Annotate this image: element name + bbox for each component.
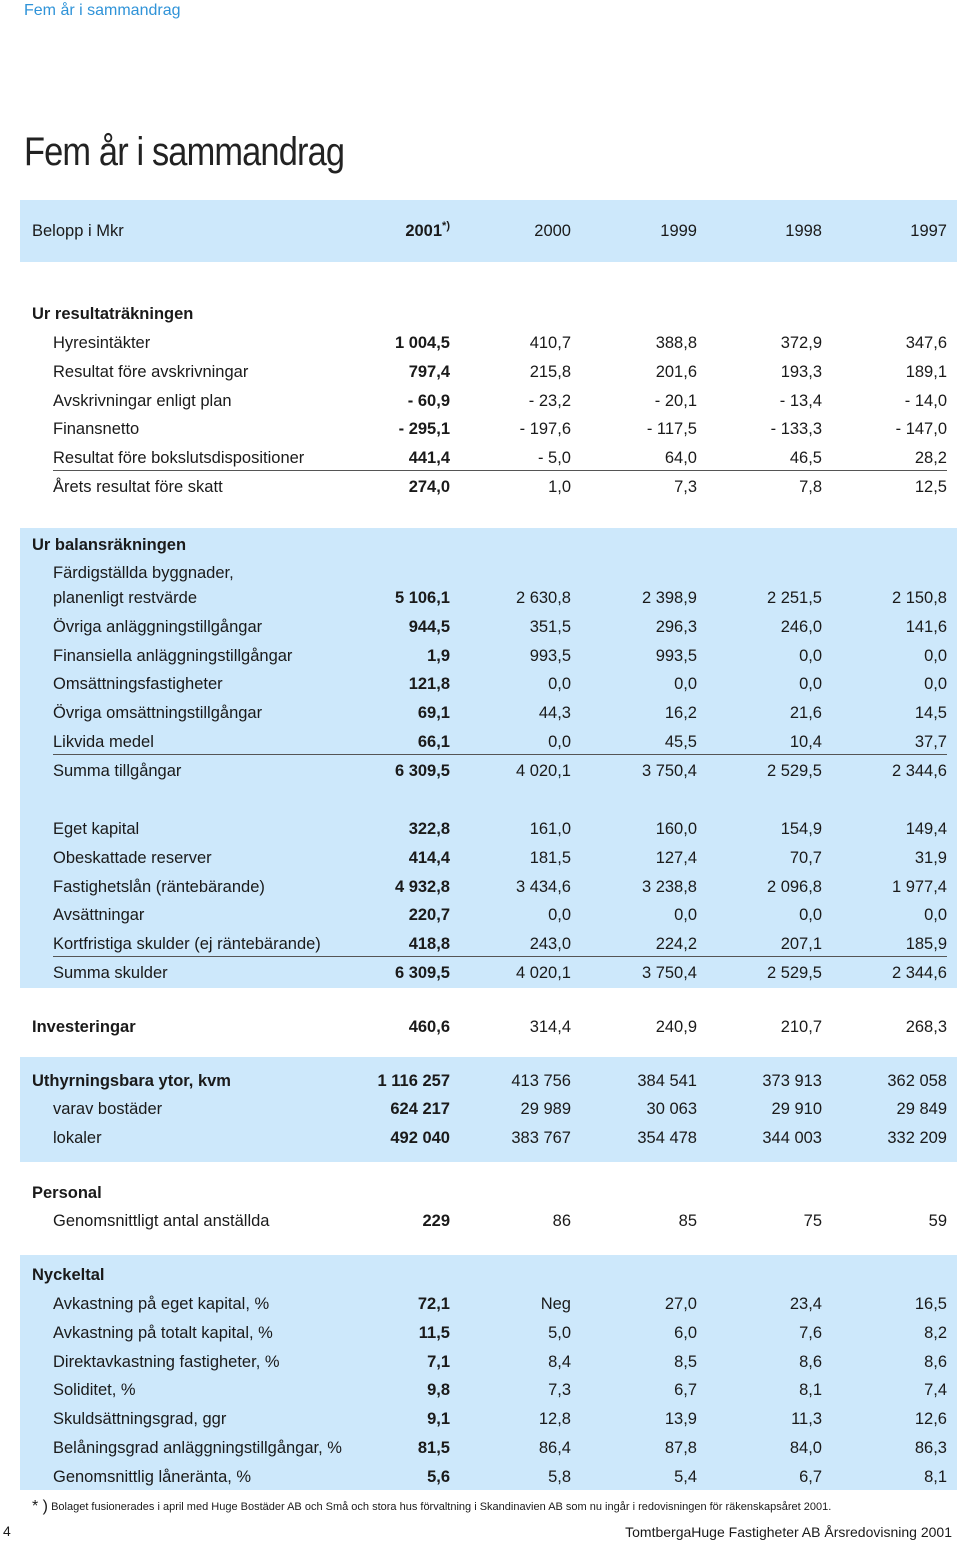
cell-1999: 296,3 [655,617,697,636]
cell-1997: 8,2 [924,1323,947,1342]
year-1999: 1999 [660,222,697,240]
cell-1998: 6,7 [799,1467,822,1486]
row-label: Kortfristiga skulder (ej räntebärande) [53,935,321,954]
cell-1999: 85 [678,1212,697,1230]
cell-2001: 11,5 [418,1323,450,1342]
cell-2000: 383 767 [511,1128,571,1147]
cell-1998: 2 096,8 [766,877,822,896]
cell-2000: 4 020,1 [515,761,571,780]
row-label-line [20,563,957,583]
row-label: Fastighetslån (räntebärande) [53,877,265,896]
cell-1998: - 13,4 [779,391,822,410]
row-label: Summa skulder [53,964,168,982]
cell-1999: 8,5 [674,1352,697,1371]
table-row [20,419,957,439]
cell-1998: 7,8 [799,478,822,496]
cell-2001: 69,1 [417,704,450,723]
cell-1997: 2 150,8 [891,589,947,607]
cell-1997: - 14,0 [904,391,947,410]
cell-1998: 7,6 [799,1323,822,1342]
cell-1997: 28,2 [914,449,947,468]
row-label: Avkastning på eget kapital, % [53,1295,270,1313]
cell-2001: 1 116 257 [377,1072,450,1090]
row-label: Hyresintäkter [53,334,151,352]
cell-2000: 993,5 [529,646,571,665]
cell-1999: 3 750,4 [641,964,697,982]
cell-2001: 441,4 [408,449,450,468]
year-1998: 1998 [785,222,822,240]
cell-1999: 87,8 [664,1439,697,1457]
cell-1997: 59 [928,1212,947,1230]
table-row [20,646,957,666]
cell-2000: - 197,6 [519,420,571,439]
cell-2000: 4 020,1 [515,964,571,982]
cell-2001: 1,9 [427,646,450,665]
row-label: Omsättningsfastigheter [53,675,223,694]
cell-1998: 210,7 [780,1018,822,1036]
row-label: Soliditet, % [53,1381,136,1400]
cell-1999: 6,0 [674,1323,697,1342]
cell-1997: 29 849 [896,1100,947,1118]
section-heading [20,1265,957,1285]
cell-2001: 414,4 [408,848,450,867]
row-label: Resultat före bokslutsdispositioner [53,449,305,468]
cell-2000: 410,7 [529,334,571,352]
cell-2001: 220,7 [408,906,450,925]
cell-2001: 460,6 [408,1018,450,1036]
cell-2001: 274,0 [408,478,450,496]
cell-2000: 3 434,6 [515,877,571,896]
cell-1997: 185,9 [905,935,947,954]
cell-2001: 1 004,5 [394,334,450,352]
cell-1998: 0,0 [799,646,822,665]
row-label: Nyckeltal [32,1266,105,1284]
cell-2000: 5,8 [548,1467,571,1486]
unit-label: Belopp i Mkr [32,222,124,240]
cell-2001: 5,6 [427,1467,450,1486]
table-row [20,761,957,781]
cell-1998: 75 [803,1212,822,1230]
cell-2001: 492 040 [390,1128,450,1147]
table-row [20,674,957,694]
cell-1999: 388,8 [655,334,697,352]
year-1997: 1997 [910,222,947,240]
cell-1999: 0,0 [674,675,697,694]
cell-1999: 0,0 [674,906,697,925]
row-label: Övriga omsättningstillgångar [53,704,263,723]
cell-1997: 2 344,6 [891,964,947,982]
row-label: Övriga anläggningstillgångar [53,617,263,636]
cell-1997: - 147,0 [895,420,947,439]
footnote [32,1497,831,1515]
cell-1997: 7,4 [924,1381,947,1400]
cell-1999: 3 750,4 [641,761,697,780]
cell-2001: 81,5 [417,1439,450,1457]
section-balansrakningen [20,528,957,988]
row-label: Obeskattade reserver [53,848,212,867]
cell-1997: 12,6 [914,1410,947,1429]
row-label: planenligt restvärde [53,589,198,607]
row-label: Avskrivningar enligt plan [53,391,232,410]
table-row [20,617,957,637]
cell-2001: 624 217 [390,1100,450,1118]
row-label: Investeringar [32,1018,136,1036]
row-label: Genomsnittlig låneränta, % [53,1467,252,1486]
cell-1997: 1 977,4 [891,877,947,896]
cell-1998: 46,5 [789,449,822,468]
row-label: Personal [32,1184,102,1202]
cell-1998: 372,9 [780,334,822,352]
year-2000: 2000 [534,222,571,240]
footnote-text: Bolaget fusionerades i april med Huge Bostäder AB och Små och stora hus förvaltning i Skandinavien AB som nu ingår i redovisningen för räkenskapsåret 2001. [51,1501,832,1513]
section-resultatrakningen [20,300,957,505]
cell-1999: - 20,1 [654,391,697,410]
table-row [20,477,957,497]
cell-1998: 246,0 [780,617,822,636]
cell-1997: 12,5 [914,478,947,496]
cell-1998: 207,1 [780,935,822,954]
cell-2000: 44,3 [538,704,571,723]
cell-1998: 11,3 [791,1410,822,1429]
cell-1997: 268,3 [905,1018,947,1036]
running-head: Fem år i sammandrag [24,2,181,19]
table-row [20,1467,957,1487]
table-row [20,1352,957,1372]
row-label: Belåningsgrad anläggningstillgångar, % [53,1439,342,1457]
row-label: Likvida medel [53,733,154,751]
cell-2001: 797,4 [408,362,450,381]
cell-1999: 240,9 [655,1018,697,1036]
section-nyckeltal [20,1255,957,1490]
cell-1997: 8,6 [924,1352,947,1371]
cell-2001: 9,1 [427,1410,450,1429]
cell-2000: 0,0 [548,906,571,925]
cell-2001: 7,1 [427,1352,450,1371]
cell-2001: 6 309,5 [394,761,450,780]
cell-1997: 0,0 [924,675,947,694]
cell-2000: 1,0 [548,478,571,496]
cell-2001: 9,8 [427,1381,450,1400]
row-label: Skuldsättningsgrad, ggr [53,1410,227,1429]
cell-2001: 6 309,5 [394,964,450,982]
row-label: Direktavkastning fastigheter, % [53,1352,280,1371]
year-2001: 2001*) [405,220,450,240]
cell-2001: 121,8 [408,675,450,694]
cell-1999: 30 063 [646,1100,697,1118]
table-row [20,1409,957,1429]
page-number: 4 [3,1523,11,1539]
cell-1999: 127,4 [655,848,697,867]
cell-1998: 0,0 [799,675,822,694]
cell-1999: 7,3 [674,478,697,496]
cell-1997: 8,1 [924,1467,947,1486]
cell-1999: 64,0 [664,449,697,468]
page-title: Fem år i sammandrag [24,130,345,174]
row-label: Årets resultat före skatt [53,478,223,496]
row-label: Finansiella anläggningstillgångar [53,646,293,665]
cell-1999: 384 541 [637,1072,697,1090]
footnote-mark: *) [442,220,450,232]
row-label: Genomsnittligt antal anställda [53,1212,270,1230]
section-heading [20,1183,957,1203]
cell-1998: - 133,3 [770,420,822,439]
cell-2000: 314,4 [529,1018,571,1036]
cell-2001: 229 [422,1212,450,1230]
cell-1999: 13,9 [664,1410,697,1429]
table-row [20,877,957,897]
cell-1998: 344 003 [762,1128,822,1147]
cell-1999: 45,5 [664,733,697,751]
cell-1998: 21,6 [789,704,822,723]
row-label: Uthyrningsbara ytor, kvm [32,1072,231,1090]
table-row [20,588,957,608]
cell-1999: 6,7 [674,1381,697,1400]
cell-2000: 181,5 [529,848,571,867]
table-row [20,333,957,353]
cell-2000: - 5,0 [537,449,571,468]
header-row [20,221,957,241]
table-header [20,200,957,262]
cell-1999: 354 478 [637,1128,697,1147]
cell-2000: 215,8 [529,362,571,381]
cell-1997: 189,1 [905,362,947,381]
cell-2001: 66,1 [417,733,450,751]
table-row [20,1438,957,1458]
cell-1997: 37,7 [914,733,947,751]
table-row [20,391,957,411]
ytor-heading-row [20,1071,957,1091]
cell-1998: 29 910 [771,1100,822,1118]
cell-1998: 2 251,5 [766,589,822,607]
cell-1998: 23,4 [789,1295,822,1313]
cell-2000: 29 989 [520,1100,571,1118]
cell-2000: 0,0 [548,733,571,751]
section-heading [20,535,957,555]
cell-1997: 149,4 [905,820,947,838]
section-uthyrningsbara-ytor [20,1057,957,1162]
table-row [20,905,957,925]
cell-2000: Neg [540,1295,571,1313]
cell-1998: 2 529,5 [766,761,822,780]
cell-2001: 4 932,8 [394,877,450,896]
table-row [20,1294,957,1314]
cell-1997: 0,0 [924,906,947,925]
table-row [20,934,957,954]
cell-1999: 16,2 [664,704,697,723]
cell-1999: 160,0 [655,820,697,838]
cell-1998: 70,7 [789,848,822,867]
cell-2001: - 295,1 [398,420,450,439]
cell-2000: 8,4 [548,1352,571,1371]
cell-2001: 944,5 [408,617,450,636]
cell-2000: 2 630,8 [515,589,571,607]
table-row [20,732,957,752]
section-personal [20,1172,957,1242]
cell-2000: 351,5 [529,617,571,636]
table-row [20,703,957,723]
cell-1997: 0,0 [924,646,947,665]
cell-1997: 141,6 [905,617,947,636]
cell-1998: 8,6 [799,1352,822,1371]
table-row [20,819,957,839]
table-row [20,1128,957,1148]
row-label: Avsättningar [53,906,145,925]
cell-2000: 86 [552,1212,571,1230]
cell-1998: 10,4 [789,733,822,751]
cell-2000: - 23,2 [528,391,571,410]
row-label: varav bostäder [53,1100,163,1118]
cell-1998: 193,3 [780,362,822,381]
cell-1998: 154,9 [780,820,822,838]
row-label: Eget kapital [53,820,140,838]
row-label: Summa tillgångar [53,761,182,780]
cell-2000: 12,8 [538,1410,571,1429]
cell-1999: 993,5 [655,646,697,665]
cell-1998: 0,0 [799,906,822,925]
cell-1998: 8,1 [799,1381,822,1400]
table-row [20,963,957,983]
cell-2000: 7,3 [548,1381,571,1400]
table-row [20,1380,957,1400]
cell-1999: 224,2 [655,935,697,954]
cell-1997: 14,5 [914,704,947,723]
row-label: Färdigställda byggnader, [53,564,234,582]
cell-1999: 201,6 [655,362,697,381]
table-row [20,1211,957,1231]
table-row [20,848,957,868]
cell-1997: 332 209 [887,1128,947,1147]
cell-1999: - 117,5 [646,420,697,439]
cell-1998: 84,0 [789,1439,822,1457]
cell-2001: 418,8 [408,935,450,954]
investeringar-row [20,1017,957,1037]
cell-1999: 2 398,9 [641,589,697,607]
section-heading [20,304,957,324]
row-label: Finansnetto [53,420,140,439]
cell-1997: 31,9 [914,848,947,867]
table-row [20,448,957,468]
footnote-star: * ) [32,1498,48,1515]
row-label: Ur resultaträkningen [32,305,194,323]
cell-2001: 5 106,1 [394,589,450,607]
cell-1998: 373 913 [762,1072,822,1090]
section-investeringar [20,1003,957,1043]
cell-2001: - 60,9 [407,391,450,410]
cell-1999: 3 238,8 [641,877,697,896]
cell-1999: 27,0 [664,1295,697,1313]
row-label: Ur balansräkningen [32,536,187,554]
row-label: lokaler [53,1128,102,1147]
cell-1998: 2 529,5 [766,964,822,982]
cell-2001: 72,1 [417,1295,450,1313]
company-line: TomtbergaHuge Fastigheter AB Årsredovisning 2001 [625,1524,952,1540]
cell-2000: 86,4 [538,1439,571,1457]
cell-2000: 0,0 [548,675,571,694]
cell-2001: 322,8 [408,820,450,838]
cell-2000: 161,0 [529,820,571,838]
table-row [20,1323,957,1343]
table-row [20,362,957,382]
row-label: Resultat före avskrivningar [53,362,249,381]
cell-1999: 5,4 [674,1467,697,1486]
cell-1997: 16,5 [914,1295,947,1313]
cell-1997: 86,3 [914,1439,947,1457]
cell-2000: 243,0 [529,935,571,954]
cell-1997: 347,6 [905,334,947,352]
row-label: Avkastning på totalt kapital, % [53,1323,273,1342]
table-row [20,1099,957,1119]
cell-1997: 2 344,6 [891,761,947,780]
cell-1997: 362 058 [887,1072,947,1090]
cell-2000: 413 756 [511,1072,571,1090]
cell-2000: 5,0 [548,1323,571,1342]
